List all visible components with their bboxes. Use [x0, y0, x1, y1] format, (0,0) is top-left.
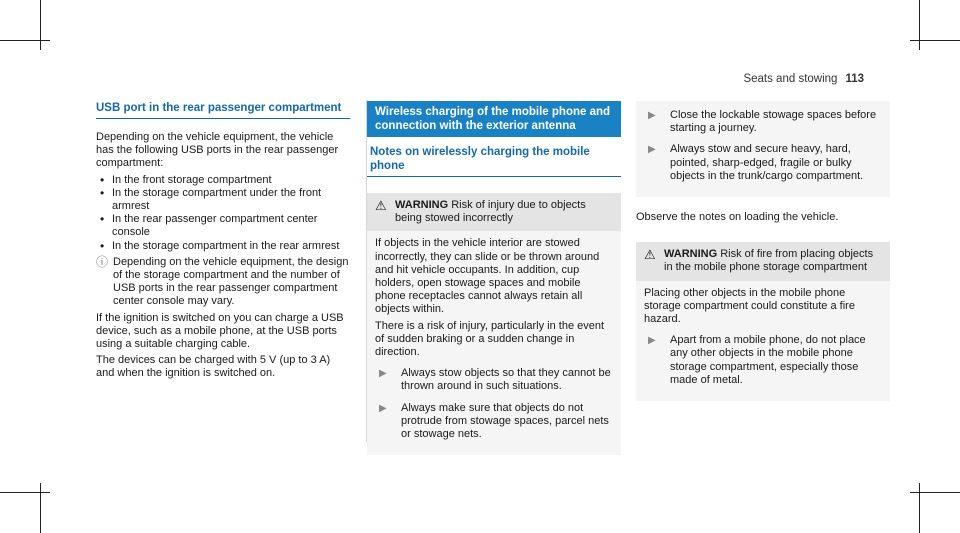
warning-continued-body: [636, 101, 890, 197]
crop-mark: [910, 40, 960, 41]
warning-continued: [636, 101, 890, 197]
step-arrow-icon: ▶: [648, 335, 656, 347]
running-header: [743, 73, 864, 85]
list-item: • In the storage compartment in the rear armrest: [96, 240, 350, 253]
instruction-step: [375, 367, 613, 393]
step-text: Always make sure that objects do not protrude from stowage spaces, parcel nets or stowage nets.: [401, 401, 609, 441]
crop-mark: [40, 0, 41, 50]
usb-column: [96, 101, 350, 384]
instruction-step: [644, 109, 882, 135]
info-note: [96, 256, 350, 309]
usb-port-list: [96, 174, 350, 253]
crop-mark: [919, 483, 920, 533]
wireless-heading-bar: Wireless charging of the mobile phone and connection with the exterior antenna: [367, 101, 621, 137]
list-item: • In the rear passenger compartment center console: [96, 213, 350, 239]
warning-header: [636, 242, 890, 280]
warning-header: [367, 193, 621, 231]
warning-box: [367, 193, 621, 455]
usb-heading: USB port in the rear passenger compartment: [96, 101, 350, 119]
step-text: Close the lockable stowage spaces before starting a journey.: [670, 109, 877, 135]
warning-text: If objects in the vehicle interior are stowed incorrectly, they can slide or be thrown around and hit vehicle occupants. In addition, cup holders, open stowage spaces and mobile phone receptacles cannot always retain all objects within.: [375, 237, 600, 316]
warning-label: WARNING: [395, 199, 449, 211]
usb-paragraph: If the ignition is switched on you can charge a USB device, such as a mobile phone, at the USB ports using a suitable charging cable.: [96, 311, 344, 351]
right-column: [636, 101, 890, 401]
step-arrow-icon: ▶: [648, 110, 656, 121]
notes-heading: Notes on wirelessly charging the mobile phone: [367, 145, 621, 177]
warning-triangle-icon: ⚠: [375, 198, 387, 213]
step-text: Apart from a mobile phone, do not place any other objects in the mobile phone storage compartment, especially those made of metal.: [670, 334, 866, 386]
warning-body: [367, 231, 621, 455]
step-arrow-icon: ▶: [379, 368, 387, 380]
crop-mark: [919, 0, 920, 50]
warning-title: Risk of fire from placing objects in the mobile phone storage compartment: [664, 248, 874, 274]
section-title: Seats and stowing: [743, 73, 838, 85]
step-arrow-icon: ▶: [648, 144, 656, 156]
warning-triangle-icon: ⚠: [644, 247, 656, 263]
step-arrow-icon: ▶: [379, 402, 387, 414]
crop-mark: [40, 483, 41, 533]
crop-mark: [0, 40, 50, 41]
crop-mark: [910, 492, 960, 493]
usb-intro: Depending on the vehicle equipment, the vehicle has the following USB ports in the rear passenger compartment:: [96, 131, 339, 170]
info-icon: ⓘ: [96, 254, 109, 269]
step-text: Always stow objects so that they cannot be thrown around in such situations.: [401, 367, 611, 393]
warning-title: Risk of injury due to objects being stowed incorrectly: [395, 199, 586, 225]
crop-mark: [0, 492, 50, 493]
page-number: 113: [845, 73, 864, 85]
observe-text: Observe the notes on loading the vehicle.: [636, 211, 839, 224]
instruction-step: [644, 334, 882, 387]
wireless-column: [367, 101, 621, 455]
fire-warning-box: [636, 242, 890, 401]
instruction-step: [375, 402, 613, 442]
list-item: • In the front storage compartment: [96, 174, 350, 187]
warning-label: WARNING: [664, 248, 718, 261]
warning-body: [636, 281, 890, 401]
warning-text: There is a risk of injury, particularly in the event of sudden braking or a sudden change in direction.: [375, 319, 605, 359]
warning-text: Placing other objects in the mobile phone storage compartment could constitute a fire hazard.: [644, 286, 855, 326]
usb-paragraph: The devices can be charged with 5 V (up to 3 A) and when the ignition is switched on.: [96, 354, 331, 380]
step-text: Always stow and secure heavy, hard, pointed, sharp-edged, fragile or bulky objects in the trunk/cargo compartment.: [670, 143, 864, 182]
list-item: • In the storage compartment under the front armrest: [96, 187, 350, 213]
instruction-step: [644, 143, 882, 183]
note-text: Depending on the vehicle equipment, the design of the storage compartment and the number of USB ports in the rear passenger compartment center console may vary.: [113, 255, 349, 308]
